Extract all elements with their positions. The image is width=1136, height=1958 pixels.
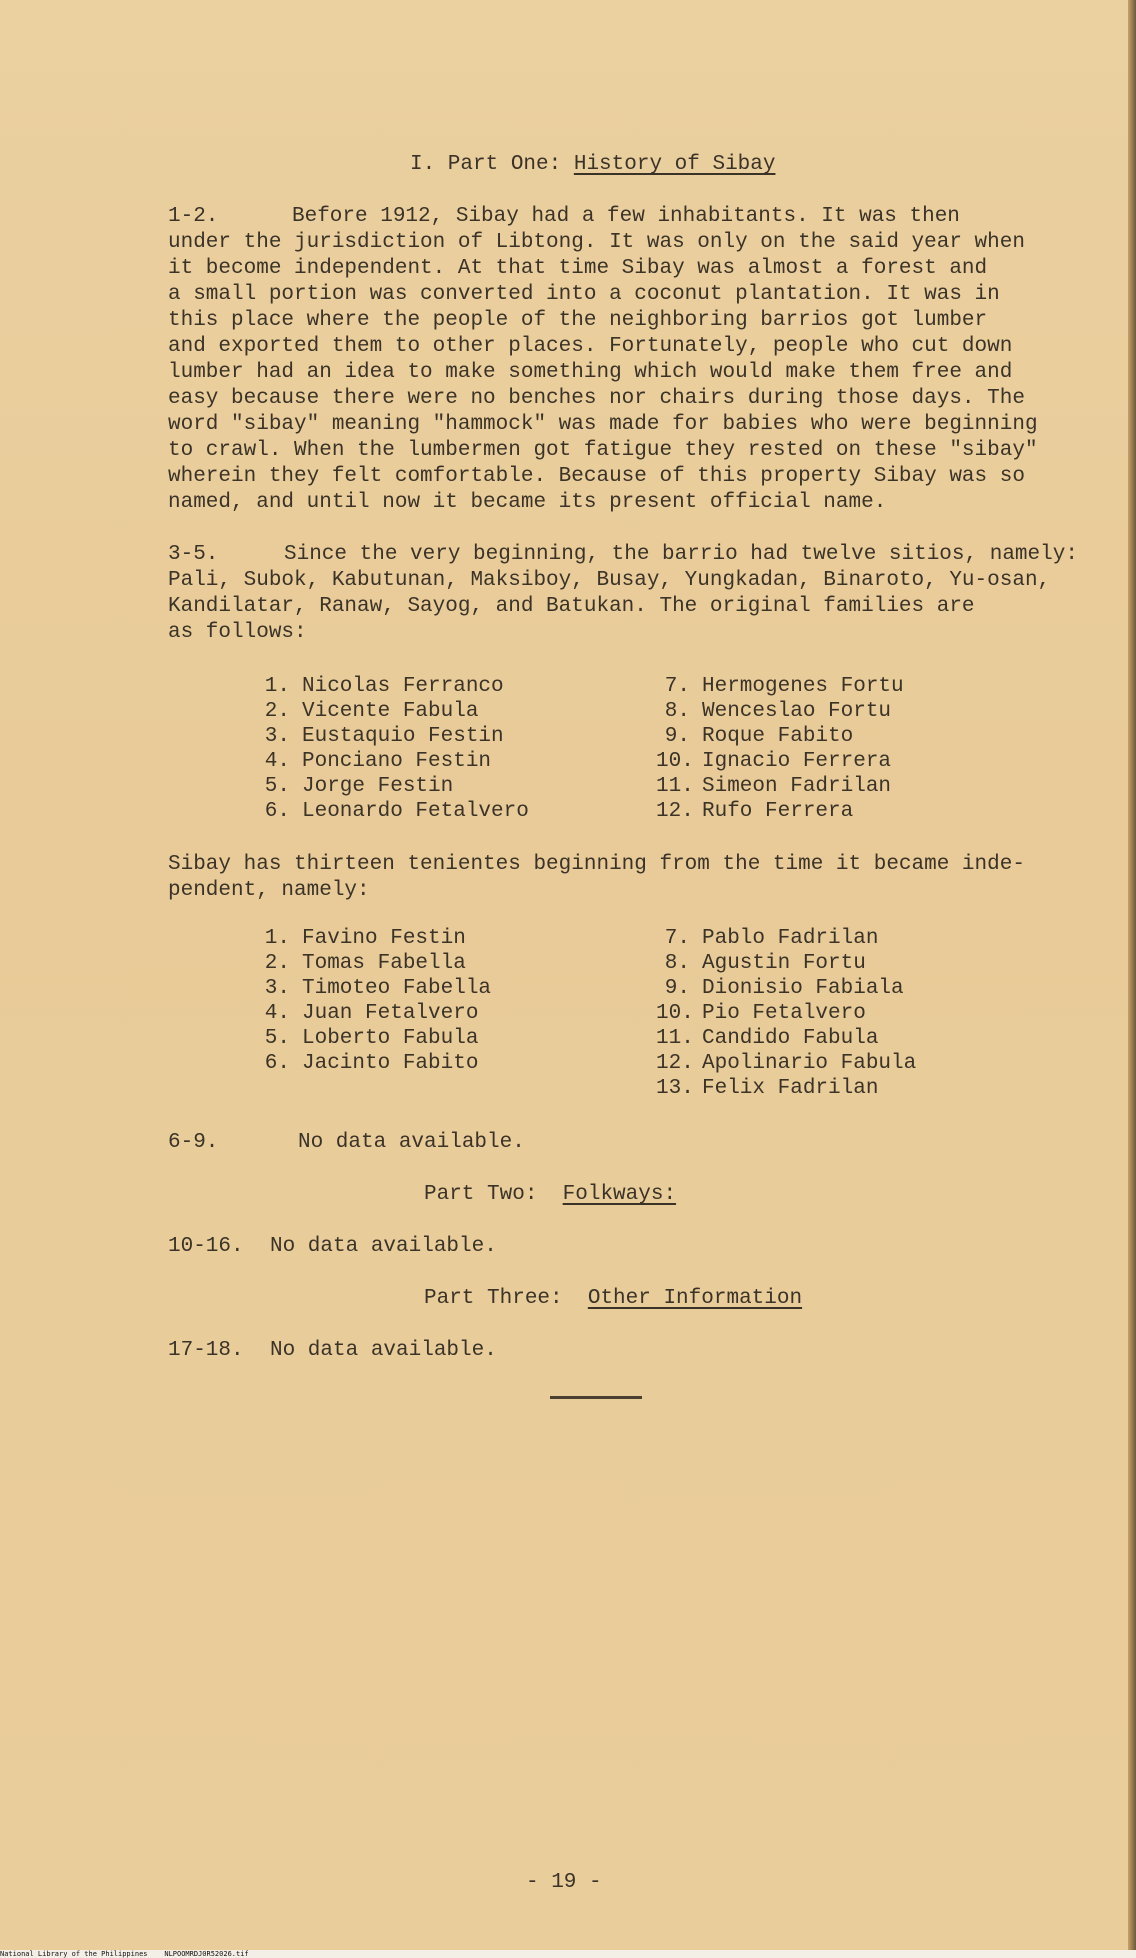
section-divider [550, 1396, 642, 1399]
teniente-item [656, 1001, 916, 1026]
list-number: 7. [664, 927, 690, 950]
list-name: Loberto Fabula [302, 1027, 479, 1050]
paragraph-line: easy because there were no benches nor chairs during those days. The [168, 387, 1025, 410]
scan-footer: National Library of the Philippines NLPOOMRDJ0R52026.tif [0, 1950, 1136, 1958]
teniente-item [656, 951, 916, 976]
list-number: 12. [656, 800, 694, 823]
part-three-prefix: Part Three: [424, 1287, 563, 1310]
paragraph-line: Sibay has thirteen tenientes beginning from the time it became inde- [168, 853, 1025, 876]
section-label-6-9: 6-9. [168, 1131, 219, 1154]
paragraph-line: Pali, Subok, Kabutunan, Maksiboy, Busay, Yungkadan, Binaroto, Yu-osan, [168, 569, 1051, 592]
family-item [656, 774, 904, 799]
list-name: Wenceslao Fortu [702, 700, 892, 723]
list-number: 2. [264, 952, 290, 975]
family-item [256, 699, 529, 724]
paragraph-line: this place where the people of the neighboring barrios got lumber [168, 309, 988, 332]
list-name: Tomas Fabella [302, 952, 466, 975]
list-number: 8. [664, 700, 690, 723]
list-number: 3. [264, 725, 290, 748]
part-three-title: Other Information [587, 1287, 803, 1310]
family-item [656, 724, 904, 749]
heading-title: History of Sibay [573, 153, 776, 176]
teniente-item [656, 1051, 916, 1076]
list-name: Agustin Fortu [702, 952, 866, 975]
teniente-item [256, 1026, 491, 1051]
tenientes-list-right [656, 926, 916, 1101]
list-name: Candido Fabula [702, 1027, 879, 1050]
section-label-10-16: 10-16. [168, 1235, 244, 1258]
teniente-item [656, 1026, 916, 1051]
paragraph-line: a small portion was converted into a coconut plantation. It was in [168, 283, 1000, 306]
teniente-item [256, 976, 491, 1001]
paragraph-line: lumber had an idea to make something which would make them free and [168, 361, 1013, 384]
families-list-left [256, 674, 529, 824]
paragraph-line: and exported them to other places. Fortunately, people who cut down [168, 335, 1013, 358]
section-label-1-2: 1-2. [168, 205, 219, 228]
teniente-item [656, 926, 916, 951]
section-1-2-paragraph [168, 204, 1088, 516]
list-number: 2. [264, 700, 290, 723]
list-number: 4. [264, 1002, 290, 1025]
list-name: Jorge Festin [302, 775, 454, 798]
paragraph-line: Kandilatar, Ranaw, Sayog, and Batukan. The original families are [168, 595, 975, 618]
paragraph-line: Since the very beginning, the barrio had twelve sitios, namely: [284, 543, 1078, 566]
family-item [256, 724, 529, 749]
list-number: 4. [264, 750, 290, 773]
list-name: Vicente Fabula [302, 700, 479, 723]
list-name: Juan Fetalvero [302, 1002, 479, 1025]
list-name: Felix Fadrilan [702, 1077, 879, 1100]
family-item [256, 674, 529, 699]
part-two-title: Folkways: [562, 1183, 677, 1206]
list-name: Pablo Fadrilan [702, 927, 879, 950]
list-number: 13. [656, 1077, 694, 1100]
families-list-right [656, 674, 904, 824]
heading-prefix: I. Part One: [410, 153, 562, 176]
tenientes-list-left [256, 926, 491, 1076]
list-name: Pio Fetalvero [702, 1002, 866, 1025]
part-two-heading [424, 1182, 676, 1208]
teniente-item [256, 1001, 491, 1026]
list-number: 1. [264, 675, 290, 698]
family-item [656, 749, 904, 774]
section-label-3-5: 3-5. [168, 543, 219, 566]
list-name: Jacinto Fabito [302, 1052, 479, 1075]
family-item [656, 799, 904, 824]
section-6-9-text: No data available. [298, 1131, 525, 1154]
list-number: 9. [664, 977, 690, 1000]
list-name: Nicolas Ferranco [302, 675, 504, 698]
list-name: Rufo Ferrera [702, 800, 854, 823]
paragraph-line: pendent, namely: [168, 879, 370, 902]
paragraph-line: as follows: [168, 621, 307, 644]
family-item [656, 699, 904, 724]
list-number: 9. [664, 725, 690, 748]
list-name: Eustaquio Festin [302, 725, 504, 748]
list-name: Timoteo Fabella [302, 977, 492, 1000]
paragraph-line: Before 1912, Sibay had a few inhabitants. It was then [292, 205, 960, 228]
teniente-item [256, 951, 491, 976]
list-number: 11. [656, 775, 694, 798]
list-name: Dionisio Fabiala [702, 977, 904, 1000]
list-name: Ponciano Festin [302, 750, 492, 773]
section-label-17-18: 17-18. [168, 1339, 244, 1362]
paragraph-line: named, and until now it became its present official name. [168, 491, 887, 514]
list-number: 5. [264, 775, 290, 798]
list-number: 10. [656, 1002, 694, 1025]
teniente-item [656, 1076, 916, 1101]
part-three-heading [424, 1286, 802, 1312]
list-name: Simeon Fadrilan [702, 775, 892, 798]
list-number: 6. [264, 800, 290, 823]
list-number: 12. [656, 1052, 694, 1075]
paragraph-line: under the jurisdiction of Libtong. It was only on the said year when [168, 231, 1025, 254]
teniente-item [656, 976, 916, 1001]
family-item [256, 749, 529, 774]
teniente-item [256, 926, 491, 951]
list-name: Favino Festin [302, 927, 466, 950]
section-17-18-text: No data available. [270, 1339, 497, 1362]
section-10-16-text: No data available. [270, 1235, 497, 1258]
list-number: 8. [664, 952, 690, 975]
page-heading [410, 152, 775, 178]
list-name: Leonardo Fetalvero [302, 800, 529, 823]
list-number: 11. [656, 1027, 694, 1050]
family-item [256, 774, 529, 799]
paragraph-line: to crawl. When the lumbermen got fatigue they rested on these "sibay" [168, 439, 1038, 462]
list-name: Ignacio Ferrera [702, 750, 892, 773]
page-number: - 19 - [526, 1871, 602, 1894]
paragraph-line: wherein they felt comfortable. Because of this property Sibay was so [168, 465, 1025, 488]
section-3-5-paragraph [168, 542, 1088, 646]
teniente-item [256, 1051, 491, 1076]
paragraph-line: it become independent. At that time Sibay was almost a forest and [168, 257, 988, 280]
list-number: 6. [264, 1052, 290, 1075]
paragraph-line: word "sibay" meaning "hammock" was made for babies who were beginning [168, 413, 1038, 436]
page-edge-shadow [1128, 0, 1136, 1950]
list-number: 5. [264, 1027, 290, 1050]
family-item [656, 674, 904, 699]
family-item [256, 799, 529, 824]
list-number: 3. [264, 977, 290, 1000]
list-number: 1. [264, 927, 290, 950]
list-name: Apolinario Fabula [702, 1052, 917, 1075]
list-number: 10. [656, 750, 694, 773]
list-number: 7. [664, 675, 690, 698]
list-name: Hermogenes Fortu [702, 675, 904, 698]
tenientes-intro [168, 852, 1088, 904]
part-two-prefix: Part Two: [424, 1183, 538, 1206]
list-name: Roque Fabito [702, 725, 854, 748]
